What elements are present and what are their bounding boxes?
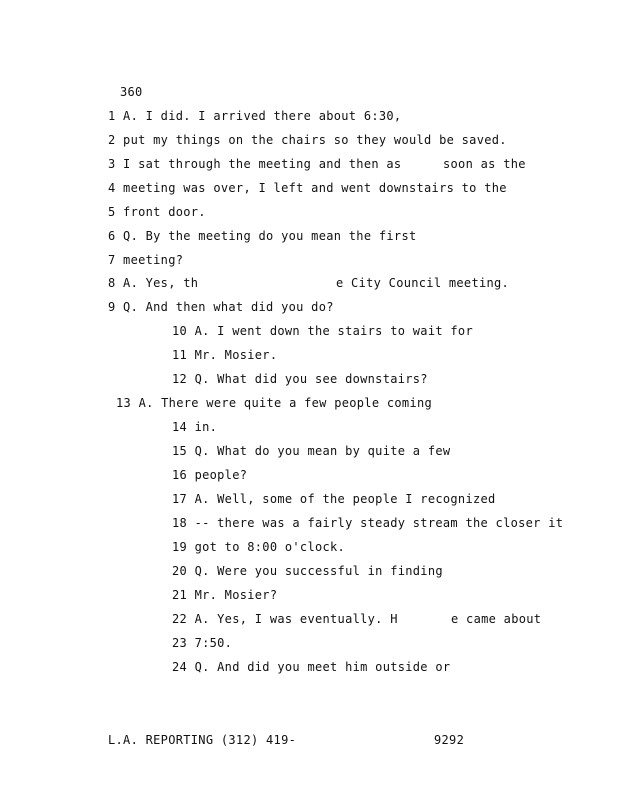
- transcript-line-19: 19 got to 8:00 o'clock.: [172, 540, 346, 554]
- transcript-line-8: 8 A. Yes, th: [108, 276, 199, 290]
- footer-reporter: L.A. REPORTING (312) 419-: [108, 733, 297, 747]
- transcript-line-24: 24 Q. And did you meet him outside or: [172, 660, 451, 674]
- footer-phone-suffix: 9292: [434, 733, 465, 747]
- transcript-line-20: 20 Q. Were you successful in finding: [172, 564, 443, 578]
- transcript-line-12: 12 Q. What did you see downstairs?: [172, 372, 428, 386]
- transcript-line-13: 13 A. There were quite a few people coming: [116, 396, 433, 410]
- transcript-line-22-continuation: e came about: [451, 612, 542, 626]
- transcript-line-11: 11 Mr. Mosier.: [172, 348, 278, 362]
- transcript-line-4: 4 meeting was over, I left and went downstairs to the: [108, 181, 507, 195]
- transcript-line-10: 10 A. I went down the stairs to wait for: [172, 324, 473, 338]
- transcript-line-7: 7 meeting?: [108, 253, 184, 267]
- transcript-line-14: 14 in.: [172, 420, 218, 434]
- transcript-line-23: 23 7:50.: [172, 636, 233, 650]
- transcript-line-16: 16 people?: [172, 468, 248, 482]
- transcript-line-2: 2 put my things on the chairs so they would be saved.: [108, 133, 507, 147]
- transcript-line-6: 6 Q. By the meeting do you mean the first: [108, 229, 417, 243]
- transcript-line-3: 3 I sat through the meeting and then as: [108, 157, 402, 171]
- transcript-line-18: 18 -- there was a fairly steady stream the closer it: [172, 516, 564, 530]
- transcript-line-1: 1 A. I did. I arrived there about 6:30,: [108, 109, 402, 123]
- transcript-line-17: 17 A. Well, some of the people I recognized: [172, 492, 496, 506]
- transcript-line-5: 5 front door.: [108, 205, 206, 219]
- transcript-line-8-continuation: e City Council meeting.: [336, 276, 510, 290]
- transcript-line-15: 15 Q. What do you mean by quite a few: [172, 444, 451, 458]
- transcript-line-9: 9 Q. And then what did you do?: [108, 300, 334, 314]
- transcript-line-21: 21 Mr. Mosier?: [172, 588, 278, 602]
- transcript-line-3-continuation: soon as the: [443, 157, 526, 171]
- page-number: 360: [120, 85, 143, 99]
- transcript-line-22: 22 A. Yes, I was eventually. H: [172, 612, 398, 626]
